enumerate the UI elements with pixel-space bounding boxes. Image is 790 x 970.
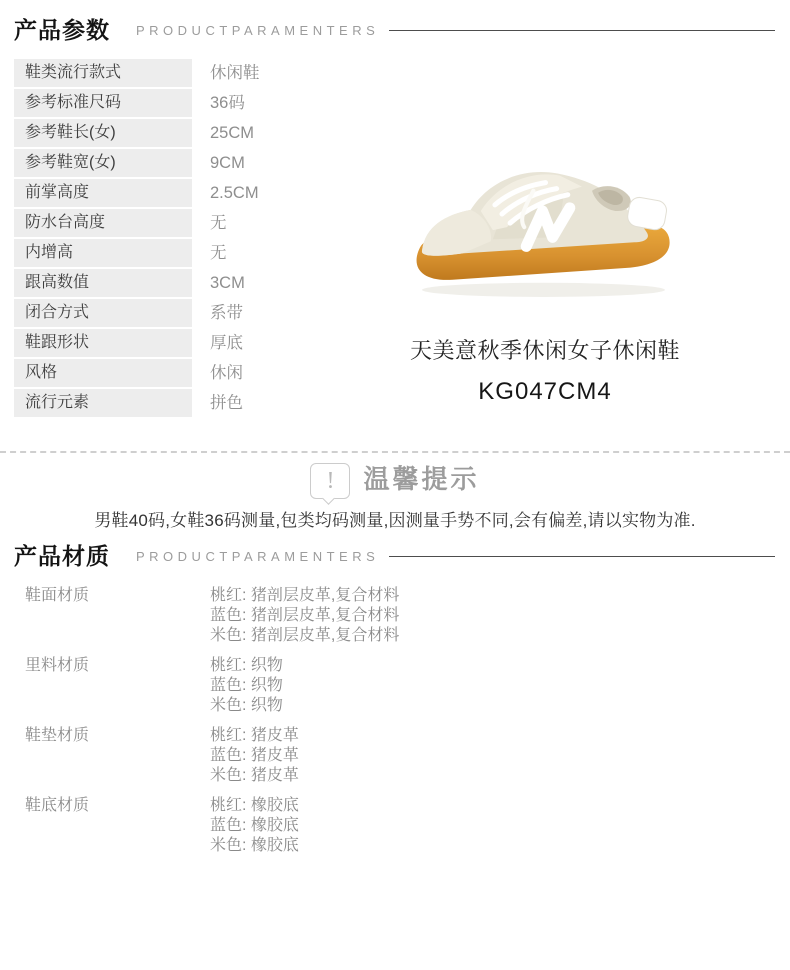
product-name: 天美意秋季休闲女子休闲鞋	[409, 338, 680, 363]
notice-title: 温馨提示	[363, 464, 480, 494]
param-value: 25CM	[210, 124, 255, 142]
material-line: 蓝色: 织物	[210, 677, 283, 694]
material-line: 蓝色: 猪剖层皮革,复合材料	[210, 607, 400, 624]
header-rule-line	[389, 556, 775, 557]
param-label: 鞋跟形状	[14, 329, 192, 357]
material-label: 鞋面材质	[25, 587, 90, 604]
table-row	[14, 89, 260, 117]
parameter-table	[14, 59, 260, 419]
param-label: 参考鞋长(女)	[14, 119, 192, 147]
table-row	[14, 179, 260, 207]
param-label: 参考标准尺码	[14, 89, 192, 117]
param-label: 风格	[14, 359, 192, 387]
material-line: 桃红: 织物	[210, 657, 283, 674]
param-label: 前掌高度	[14, 179, 192, 207]
table-row	[14, 239, 260, 267]
table-row	[14, 389, 260, 417]
params-section-header	[14, 12, 775, 45]
param-label: 跟高数值	[14, 269, 192, 297]
material-group	[25, 656, 399, 716]
material-group	[25, 796, 399, 856]
table-row	[14, 209, 260, 237]
product-model: KG047CM4	[478, 378, 612, 405]
param-label: 鞋类流行款式	[14, 59, 192, 87]
material-line: 蓝色: 橡胶底	[210, 817, 299, 834]
table-row	[14, 359, 260, 387]
params-subtitle: PRODUCTPARAMENTERS	[136, 22, 380, 38]
materials-section-header	[14, 538, 775, 571]
param-value: 无	[210, 214, 227, 232]
material-label: 鞋底材质	[25, 797, 90, 814]
material-line: 桃红: 猪剖层皮革,复合材料	[210, 587, 400, 604]
table-row	[14, 299, 260, 327]
param-value: 拼色	[210, 394, 243, 412]
shoe-shadow	[422, 283, 665, 297]
param-label: 参考鞋宽(女)	[14, 149, 192, 177]
material-line: 米色: 猪皮革	[210, 767, 299, 784]
param-value: 3CM	[210, 274, 245, 292]
param-value: 9CM	[210, 154, 245, 172]
material-line: 米色: 猪剖层皮革,复合材料	[210, 627, 400, 644]
header-rule-line	[389, 30, 775, 31]
materials-title: 产品材质	[14, 543, 110, 569]
param-value: 休闲鞋	[210, 64, 260, 82]
exclamation-icon: !	[326, 468, 335, 494]
material-group	[25, 726, 399, 786]
table-row	[14, 329, 260, 357]
table-row	[14, 269, 260, 297]
param-value: 休闲	[210, 364, 243, 382]
table-row	[14, 59, 260, 87]
material-line: 桃红: 橡胶底	[210, 797, 299, 814]
material-label: 鞋垫材质	[25, 727, 90, 744]
material-line: 米色: 织物	[210, 697, 283, 714]
notice-text: 男鞋40码,女鞋36码测量,包类均码测量,因测量手势不同,会有偏差,请以实物为准.	[94, 511, 696, 530]
param-value: 厚底	[210, 334, 243, 352]
param-label: 内增高	[14, 239, 192, 267]
param-label: 闭合方式	[14, 299, 192, 327]
param-label: 防水台高度	[14, 209, 192, 237]
param-label: 流行元素	[14, 389, 192, 417]
material-line: 蓝色: 猪皮革	[210, 747, 299, 764]
material-line: 桃红: 猪皮革	[210, 727, 299, 744]
param-value: 36码	[210, 94, 245, 112]
params-title: 产品参数	[14, 17, 110, 43]
material-group	[25, 586, 399, 646]
material-label: 里料材质	[25, 657, 90, 674]
param-value: 系带	[210, 304, 243, 322]
table-row	[14, 119, 260, 147]
product-panel	[350, 130, 740, 406]
notice-header	[0, 458, 790, 500]
param-value: 2.5CM	[210, 184, 259, 202]
exclamation-bubble-icon	[310, 463, 350, 499]
param-value: 无	[210, 244, 227, 262]
table-row	[14, 149, 260, 177]
product-shoe-image	[403, 130, 688, 302]
material-line: 米色: 橡胶底	[210, 837, 299, 854]
materials-subtitle: PRODUCTPARAMENTERS	[136, 548, 380, 564]
dashed-divider	[0, 451, 790, 453]
materials-list	[25, 586, 399, 866]
